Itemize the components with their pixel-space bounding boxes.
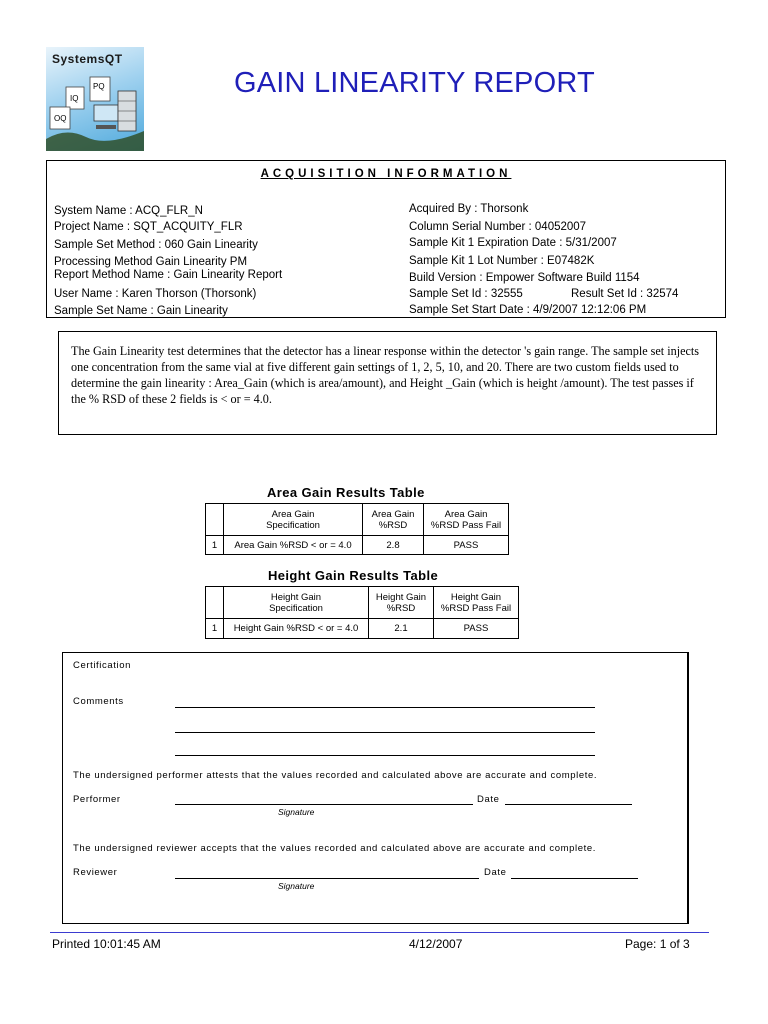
- certification-section: [62, 652, 689, 924]
- performer-date-line[interactable]: [505, 804, 632, 805]
- performer-signature-caption: Signature: [278, 807, 315, 817]
- sample-set-start-date-field: Sample Set Start Date : 4/9/2007 12:12:06 PM: [409, 304, 647, 316]
- area-passfail-header: Area Gain %RSD Pass Fail: [424, 504, 509, 536]
- certification-heading: Certification: [73, 660, 131, 671]
- footer-divider: [50, 932, 709, 933]
- kit-lot-number-field: Sample Kit 1 Lot Number : E07482K: [409, 255, 595, 267]
- reviewer-statement: The undersigned reviewer accepts that the values recorded and calculated above are accurate and complete.: [73, 843, 596, 854]
- row-number: 1: [206, 536, 224, 555]
- reviewer-signature-caption: Signature: [278, 881, 315, 891]
- performer-date-label: Date: [477, 794, 500, 805]
- area-gain-table: [205, 503, 509, 555]
- height-passfail-header: Height Gain %RSD Pass Fail: [434, 587, 519, 619]
- area-spec-cell: Area Gain %RSD < or = 4.0: [224, 536, 363, 555]
- comments-line-1[interactable]: [175, 707, 595, 708]
- project-name-field: Project Name : SQT_ACQUITY_FLR: [54, 221, 243, 233]
- report-method-field: Report Method Name : Gain Linearity Report: [54, 269, 283, 281]
- systemsqt-logo: [46, 47, 144, 151]
- height-result-cell: PASS: [434, 619, 519, 639]
- comments-line-2[interactable]: [175, 732, 595, 733]
- logo-brand-text: SystemsQT: [52, 52, 123, 66]
- acquired-by-field: Acquired By : Thorsonk: [409, 203, 529, 215]
- reviewer-date-label: Date: [484, 867, 507, 878]
- user-name-field: User Name : Karen Thorson (Thorsonk): [54, 288, 257, 300]
- logo-iq-label: IQ: [70, 94, 79, 103]
- area-rsd-cell: 2.8: [363, 536, 424, 555]
- build-version-field: Build Version : Empower Software Build 1154: [409, 272, 640, 284]
- sample-set-id-field: Sample Set Id : 32555: [409, 288, 523, 300]
- row-number-header: [206, 587, 224, 619]
- height-rsd-header: Height Gain %RSD: [369, 587, 434, 619]
- height-spec-header: Height Gain Specification: [224, 587, 369, 619]
- page-number: Page: 1 of 3: [625, 937, 690, 951]
- printed-time: Printed 10:01:45 AM: [52, 937, 161, 951]
- description-text: The Gain Linearity test determines that the detector has a linear response within the detector 's gain range. The sample set injects one concentration from the same vial at five different gain settings of 1, 2, 5, 10, and 20. There are two custom fields used to determine the gain linearity : Area_Gain (which is area/amount), and Height _Gain (which is height /amount). The test passes if the % RSD of these 2 fields is < or = 4.0.: [71, 344, 700, 406]
- sample-set-name-field: Sample Set Name : Gain Linearity: [54, 305, 228, 317]
- performer-statement: The undersigned performer attests that the values recorded and calculated above are accurate and complete.: [73, 770, 598, 781]
- area-gain-table-title: Area Gain Results Table: [267, 485, 425, 500]
- comments-label: Comments: [73, 696, 124, 707]
- reviewer-signature-line[interactable]: [175, 878, 479, 879]
- performer-signature-line[interactable]: [175, 804, 473, 805]
- kit-expiration-field: Sample Kit 1 Expiration Date : 5/31/2007: [409, 237, 617, 249]
- performer-label: Performer: [73, 794, 121, 805]
- area-spec-header: Area Gain Specification: [224, 504, 363, 536]
- height-rsd-cell: 2.1: [369, 619, 434, 639]
- print-date: 4/12/2007: [409, 937, 463, 951]
- area-rsd-header: Area Gain %RSD: [363, 504, 424, 536]
- sample-set-method-field: Sample Set Method : 060 Gain Linearity: [54, 239, 258, 251]
- system-name-field: System Name : ACQ_FLR_N: [54, 205, 203, 217]
- reviewer-label: Reviewer: [73, 867, 118, 878]
- area-result-cell: PASS: [424, 536, 509, 555]
- comments-line-3[interactable]: [175, 755, 595, 756]
- column-serial-field: Column Serial Number : 04052007: [409, 221, 587, 233]
- test-description: [58, 331, 717, 435]
- table-row: [206, 619, 519, 639]
- reviewer-date-line[interactable]: [511, 878, 638, 879]
- row-number: 1: [206, 619, 224, 639]
- height-spec-cell: Height Gain %RSD < or = 4.0: [224, 619, 369, 639]
- acquisition-info-section: [46, 160, 726, 318]
- logo-pq-label: PQ: [93, 82, 105, 91]
- report-title: GAIN LINEARITY REPORT: [234, 67, 595, 99]
- table-row: [206, 536, 509, 555]
- logo-oq-label: OQ: [54, 114, 67, 123]
- height-gain-table-title: Height Gain Results Table: [268, 568, 439, 583]
- processing-method-field: Processing Method Gain Linearity PM: [54, 256, 248, 268]
- result-set-id-field: Result Set Id : 32574: [571, 288, 679, 300]
- acquisition-heading: ACQUISITION INFORMATION: [260, 168, 512, 180]
- row-number-header: [206, 504, 224, 536]
- height-gain-table: [205, 586, 519, 639]
